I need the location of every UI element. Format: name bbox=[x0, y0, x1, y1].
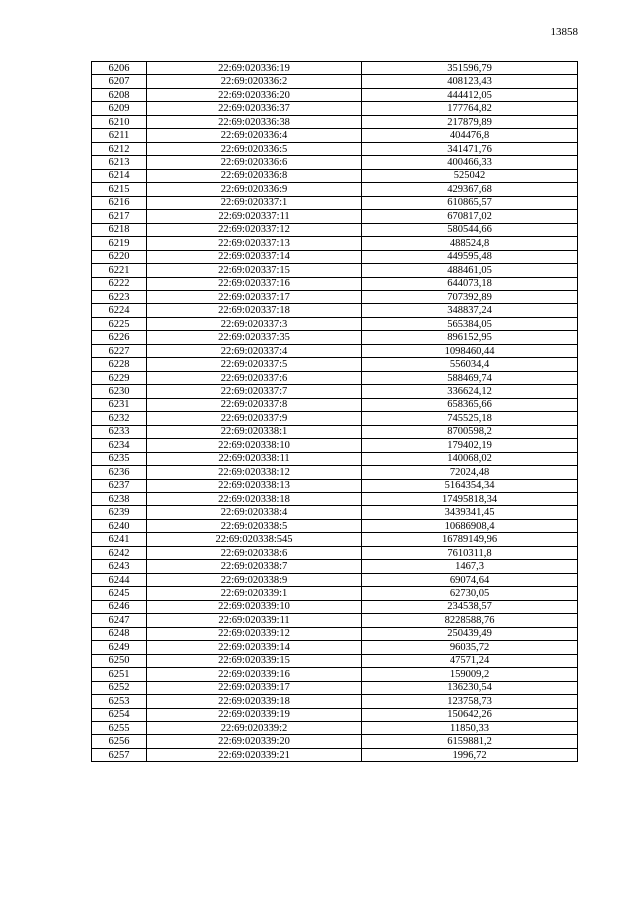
cadastral-number-cell: 22:69:020338:10 bbox=[147, 439, 362, 452]
cadastral-number-cell: 22:69:020339:19 bbox=[147, 708, 362, 721]
value-cell: 404476,8 bbox=[362, 129, 578, 142]
cadastral-number-cell: 22:69:020337:35 bbox=[147, 331, 362, 344]
value-cell: 179402,19 bbox=[362, 439, 578, 452]
value-cell: 896152,95 bbox=[362, 331, 578, 344]
table-row bbox=[92, 735, 578, 748]
value-cell: 16789149,96 bbox=[362, 533, 578, 546]
cadastral-number-cell: 22:69:020337:17 bbox=[147, 290, 362, 303]
table-row bbox=[92, 344, 578, 357]
table-row bbox=[92, 223, 578, 236]
row-number-cell: 6219 bbox=[92, 237, 147, 250]
table-row bbox=[92, 358, 578, 371]
cadastral-number-cell: 22:69:020338:13 bbox=[147, 479, 362, 492]
cadastral-number-cell: 22:69:020337:13 bbox=[147, 237, 362, 250]
table-row bbox=[92, 479, 578, 492]
cadastral-number-cell: 22:69:020337:11 bbox=[147, 210, 362, 223]
table-row bbox=[92, 695, 578, 708]
value-cell: 610865,57 bbox=[362, 196, 578, 209]
table-row bbox=[92, 519, 578, 532]
table-row bbox=[92, 654, 578, 667]
value-cell: 150642,26 bbox=[362, 708, 578, 721]
row-number-cell: 6253 bbox=[92, 695, 147, 708]
value-cell: 1098460,44 bbox=[362, 344, 578, 357]
table-row bbox=[92, 546, 578, 559]
table-row bbox=[92, 708, 578, 721]
table-row bbox=[92, 560, 578, 573]
row-number-cell: 6216 bbox=[92, 196, 147, 209]
row-number-cell: 6228 bbox=[92, 358, 147, 371]
table-row bbox=[92, 412, 578, 425]
value-cell: 3439341,45 bbox=[362, 506, 578, 519]
value-cell: 6159881,2 bbox=[362, 735, 578, 748]
row-number-cell: 6246 bbox=[92, 600, 147, 613]
value-cell: 62730,05 bbox=[362, 587, 578, 600]
row-number-cell: 6251 bbox=[92, 668, 147, 681]
table-row bbox=[92, 115, 578, 128]
row-number-cell: 6207 bbox=[92, 75, 147, 88]
table-row bbox=[92, 237, 578, 250]
cadastral-number-cell: 22:69:020338:4 bbox=[147, 506, 362, 519]
value-cell: 670817,02 bbox=[362, 210, 578, 223]
table-row bbox=[92, 371, 578, 384]
table-row bbox=[92, 627, 578, 640]
cadastral-number-cell: 22:69:020338:12 bbox=[147, 466, 362, 479]
value-cell: 123758,73 bbox=[362, 695, 578, 708]
cadastral-number-cell: 22:69:020339:15 bbox=[147, 654, 362, 667]
row-number-cell: 6226 bbox=[92, 331, 147, 344]
cadastral-number-cell: 22:69:020339:2 bbox=[147, 721, 362, 734]
cadastral-number-cell: 22:69:020337:5 bbox=[147, 358, 362, 371]
row-number-cell: 6206 bbox=[92, 62, 147, 75]
table-row bbox=[92, 250, 578, 263]
table-row bbox=[92, 169, 578, 182]
cadastral-number-cell: 22:69:020337:7 bbox=[147, 385, 362, 398]
table-row bbox=[92, 290, 578, 303]
cadastral-number-cell: 22:69:020336:9 bbox=[147, 183, 362, 196]
value-cell: 96035,72 bbox=[362, 641, 578, 654]
cadastral-number-cell: 22:69:020337:12 bbox=[147, 223, 362, 236]
cadastral-number-cell: 22:69:020338:11 bbox=[147, 452, 362, 465]
row-number-cell: 6241 bbox=[92, 533, 147, 546]
value-cell: 488524,8 bbox=[362, 237, 578, 250]
row-number-cell: 6244 bbox=[92, 573, 147, 586]
value-cell: 17495818,34 bbox=[362, 493, 578, 506]
cadastral-number-cell: 22:69:020339:14 bbox=[147, 641, 362, 654]
cadastral-table bbox=[91, 61, 578, 762]
row-number-cell: 6208 bbox=[92, 88, 147, 101]
row-number-cell: 6214 bbox=[92, 169, 147, 182]
value-cell: 449595,48 bbox=[362, 250, 578, 263]
cadastral-number-cell: 22:69:020339:1 bbox=[147, 587, 362, 600]
cadastral-number-cell: 22:69:020338:1 bbox=[147, 425, 362, 438]
row-number-cell: 6225 bbox=[92, 317, 147, 330]
row-number-cell: 6254 bbox=[92, 708, 147, 721]
table-row bbox=[92, 721, 578, 734]
row-number-cell: 6211 bbox=[92, 129, 147, 142]
cadastral-number-cell: 22:69:020337:14 bbox=[147, 250, 362, 263]
value-cell: 341471,76 bbox=[362, 142, 578, 155]
row-number-cell: 6233 bbox=[92, 425, 147, 438]
row-number-cell: 6230 bbox=[92, 385, 147, 398]
cadastral-number-cell: 22:69:020336:38 bbox=[147, 115, 362, 128]
table-row bbox=[92, 156, 578, 169]
row-number-cell: 6238 bbox=[92, 493, 147, 506]
value-cell: 47571,24 bbox=[362, 654, 578, 667]
row-number-cell: 6250 bbox=[92, 654, 147, 667]
value-cell: 250439,49 bbox=[362, 627, 578, 640]
value-cell: 10686908,4 bbox=[362, 519, 578, 532]
cadastral-number-cell: 22:69:020339:10 bbox=[147, 600, 362, 613]
cadastral-number-cell: 22:69:020339:17 bbox=[147, 681, 362, 694]
table-row bbox=[92, 439, 578, 452]
table-row bbox=[92, 600, 578, 613]
value-cell: 580544,66 bbox=[362, 223, 578, 236]
cadastral-number-cell: 22:69:020339:20 bbox=[147, 735, 362, 748]
row-number-cell: 6209 bbox=[92, 102, 147, 115]
cadastral-number-cell: 22:69:020336:20 bbox=[147, 88, 362, 101]
table-row bbox=[92, 88, 578, 101]
cadastral-number-cell: 22:69:020337:8 bbox=[147, 398, 362, 411]
table-row bbox=[92, 748, 578, 761]
row-number-cell: 6231 bbox=[92, 398, 147, 411]
table-row bbox=[92, 493, 578, 506]
page-number: 13858 bbox=[550, 26, 578, 38]
value-cell: 429367,68 bbox=[362, 183, 578, 196]
value-cell: 525042 bbox=[362, 169, 578, 182]
table-row bbox=[92, 142, 578, 155]
row-number-cell: 6257 bbox=[92, 748, 147, 761]
table-row bbox=[92, 331, 578, 344]
table-row bbox=[92, 614, 578, 627]
row-number-cell: 6237 bbox=[92, 479, 147, 492]
value-cell: 136230,54 bbox=[362, 681, 578, 694]
cadastral-number-cell: 22:69:020338:18 bbox=[147, 493, 362, 506]
cadastral-number-cell: 22:69:020337:4 bbox=[147, 344, 362, 357]
cadastral-number-cell: 22:69:020336:6 bbox=[147, 156, 362, 169]
cadastral-number-cell: 22:69:020337:16 bbox=[147, 277, 362, 290]
cadastral-number-cell: 22:69:020336:37 bbox=[147, 102, 362, 115]
cadastral-number-cell: 22:69:020339:12 bbox=[147, 627, 362, 640]
row-number-cell: 6235 bbox=[92, 452, 147, 465]
value-cell: 488461,05 bbox=[362, 264, 578, 277]
cadastral-number-cell: 22:69:020338:5 bbox=[147, 519, 362, 532]
value-cell: 707392,89 bbox=[362, 290, 578, 303]
table-row bbox=[92, 681, 578, 694]
row-number-cell: 6240 bbox=[92, 519, 147, 532]
row-number-cell: 6234 bbox=[92, 439, 147, 452]
cadastral-number-cell: 22:69:020336:8 bbox=[147, 169, 362, 182]
cadastral-number-cell: 22:69:020338:545 bbox=[147, 533, 362, 546]
value-cell: 234538,57 bbox=[362, 600, 578, 613]
value-cell: 588469,74 bbox=[362, 371, 578, 384]
row-number-cell: 6221 bbox=[92, 264, 147, 277]
value-cell: 140068,02 bbox=[362, 452, 578, 465]
value-cell: 444412,05 bbox=[362, 88, 578, 101]
value-cell: 348837,24 bbox=[362, 304, 578, 317]
cadastral-number-cell: 22:69:020338:6 bbox=[147, 546, 362, 559]
row-number-cell: 6247 bbox=[92, 614, 147, 627]
row-number-cell: 6232 bbox=[92, 412, 147, 425]
cadastral-number-cell: 22:69:020337:9 bbox=[147, 412, 362, 425]
value-cell: 745525,18 bbox=[362, 412, 578, 425]
row-number-cell: 6227 bbox=[92, 344, 147, 357]
table-body bbox=[92, 62, 578, 762]
value-cell: 556034,4 bbox=[362, 358, 578, 371]
value-cell: 1996,72 bbox=[362, 748, 578, 761]
table-row bbox=[92, 573, 578, 586]
row-number-cell: 6223 bbox=[92, 290, 147, 303]
table-row bbox=[92, 452, 578, 465]
row-number-cell: 6255 bbox=[92, 721, 147, 734]
cadastral-number-cell: 22:69:020337:1 bbox=[147, 196, 362, 209]
table-row bbox=[92, 317, 578, 330]
row-number-cell: 6252 bbox=[92, 681, 147, 694]
table-row bbox=[92, 62, 578, 75]
cadastral-number-cell: 22:69:020337:3 bbox=[147, 317, 362, 330]
row-number-cell: 6213 bbox=[92, 156, 147, 169]
value-cell: 69074,64 bbox=[362, 573, 578, 586]
table-row bbox=[92, 398, 578, 411]
cadastral-number-cell: 22:69:020337:15 bbox=[147, 264, 362, 277]
cadastral-number-cell: 22:69:020337:6 bbox=[147, 371, 362, 384]
value-cell: 159009,2 bbox=[362, 668, 578, 681]
row-number-cell: 6222 bbox=[92, 277, 147, 290]
value-cell: 11850,33 bbox=[362, 721, 578, 734]
value-cell: 177764,82 bbox=[362, 102, 578, 115]
table-row bbox=[92, 102, 578, 115]
row-number-cell: 6215 bbox=[92, 183, 147, 196]
row-number-cell: 6220 bbox=[92, 250, 147, 263]
table-row bbox=[92, 641, 578, 654]
row-number-cell: 6242 bbox=[92, 546, 147, 559]
value-cell: 217879,89 bbox=[362, 115, 578, 128]
value-cell: 658365,66 bbox=[362, 398, 578, 411]
table-row bbox=[92, 183, 578, 196]
cadastral-number-cell: 22:69:020339:21 bbox=[147, 748, 362, 761]
value-cell: 565384,05 bbox=[362, 317, 578, 330]
table-row bbox=[92, 196, 578, 209]
row-number-cell: 6248 bbox=[92, 627, 147, 640]
value-cell: 644073,18 bbox=[362, 277, 578, 290]
row-number-cell: 6236 bbox=[92, 466, 147, 479]
cadastral-number-cell: 22:69:020336:2 bbox=[147, 75, 362, 88]
value-cell: 408123,43 bbox=[362, 75, 578, 88]
cadastral-number-cell: 22:69:020337:18 bbox=[147, 304, 362, 317]
value-cell: 5164354,34 bbox=[362, 479, 578, 492]
value-cell: 8228588,76 bbox=[362, 614, 578, 627]
cadastral-number-cell: 22:69:020339:11 bbox=[147, 614, 362, 627]
value-cell: 400466,33 bbox=[362, 156, 578, 169]
value-cell: 351596,79 bbox=[362, 62, 578, 75]
table-row bbox=[92, 129, 578, 142]
cadastral-number-cell: 22:69:020338:9 bbox=[147, 573, 362, 586]
cadastral-number-cell: 22:69:020336:4 bbox=[147, 129, 362, 142]
cadastral-number-cell: 22:69:020338:7 bbox=[147, 560, 362, 573]
row-number-cell: 6249 bbox=[92, 641, 147, 654]
table-row bbox=[92, 264, 578, 277]
table-row bbox=[92, 668, 578, 681]
table-row bbox=[92, 466, 578, 479]
table-row bbox=[92, 304, 578, 317]
value-cell: 336624,12 bbox=[362, 385, 578, 398]
table-row bbox=[92, 587, 578, 600]
row-number-cell: 6245 bbox=[92, 587, 147, 600]
row-number-cell: 6218 bbox=[92, 223, 147, 236]
table-row bbox=[92, 75, 578, 88]
value-cell: 7610311,8 bbox=[362, 546, 578, 559]
row-number-cell: 6212 bbox=[92, 142, 147, 155]
row-number-cell: 6229 bbox=[92, 371, 147, 384]
row-number-cell: 6243 bbox=[92, 560, 147, 573]
row-number-cell: 6256 bbox=[92, 735, 147, 748]
table-row bbox=[92, 506, 578, 519]
value-cell: 1467,3 bbox=[362, 560, 578, 573]
cadastral-number-cell: 22:69:020336:5 bbox=[147, 142, 362, 155]
table-row bbox=[92, 277, 578, 290]
table-row bbox=[92, 425, 578, 438]
row-number-cell: 6224 bbox=[92, 304, 147, 317]
table-row bbox=[92, 210, 578, 223]
row-number-cell: 6239 bbox=[92, 506, 147, 519]
table-row bbox=[92, 385, 578, 398]
cadastral-number-cell: 22:69:020339:16 bbox=[147, 668, 362, 681]
cadastral-number-cell: 22:69:020339:18 bbox=[147, 695, 362, 708]
row-number-cell: 6217 bbox=[92, 210, 147, 223]
cadastral-number-cell: 22:69:020336:19 bbox=[147, 62, 362, 75]
value-cell: 72024,48 bbox=[362, 466, 578, 479]
table-row bbox=[92, 533, 578, 546]
row-number-cell: 6210 bbox=[92, 115, 147, 128]
value-cell: 8700598,2 bbox=[362, 425, 578, 438]
